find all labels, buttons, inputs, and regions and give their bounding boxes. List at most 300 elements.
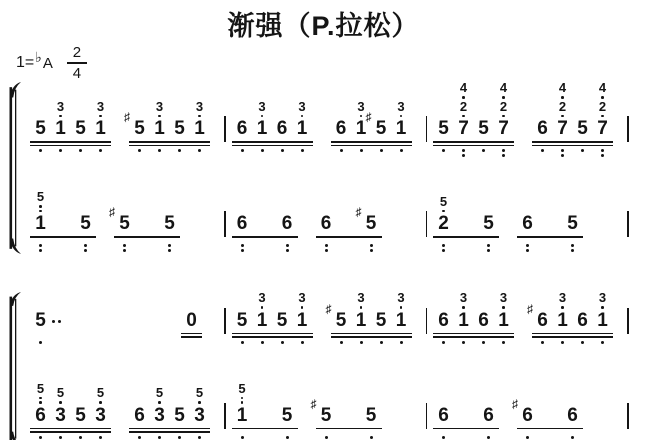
note-digit: 6	[483, 404, 494, 426]
note	[477, 311, 490, 331]
octave-dots	[236, 338, 249, 344]
note-digit: 1	[395, 118, 407, 139]
chord-note: 2	[499, 98, 508, 114]
note-digit: 1	[154, 118, 165, 139]
chord-note: 2	[558, 98, 567, 114]
flat-icon: ♭	[35, 48, 42, 65]
note-digit: 5	[236, 309, 248, 331]
octave-dots	[437, 241, 450, 252]
octave-dot	[198, 115, 201, 118]
octave-dots	[497, 146, 510, 157]
beam	[129, 139, 210, 146]
octave-dots	[521, 433, 534, 440]
beat-group	[521, 212, 579, 254]
octave-dot	[99, 149, 102, 152]
octave-dot	[39, 401, 42, 404]
octave-dot	[462, 115, 465, 118]
beat-group	[34, 98, 107, 160]
beat-group	[133, 387, 206, 440]
octave-dot	[281, 149, 284, 152]
note-digit: 5	[577, 118, 588, 139]
chord-note: 3	[357, 98, 365, 114]
octave-dot	[261, 115, 264, 118]
octave-dot	[442, 244, 445, 247]
beam	[114, 234, 180, 241]
octave-dot	[301, 341, 304, 344]
octave-dots	[133, 146, 146, 152]
note	[566, 406, 579, 426]
beam-line	[316, 236, 382, 238]
beam-line	[181, 336, 202, 338]
octave-dot	[487, 249, 490, 252]
note-digit: 6	[522, 213, 533, 234]
measure	[228, 205, 424, 254]
note	[497, 119, 510, 139]
octave-dots	[236, 433, 249, 440]
barline	[426, 308, 428, 334]
octave-dot	[99, 115, 102, 118]
note	[395, 119, 408, 139]
time-signature-divider	[67, 62, 87, 64]
note-digit: 3	[95, 404, 106, 426]
octave-dots	[477, 146, 490, 152]
beat-group	[437, 292, 510, 351]
octave-dot	[442, 149, 445, 152]
octave-dot	[158, 149, 161, 152]
beam-line	[433, 141, 514, 143]
beam	[232, 234, 298, 241]
octave-dot	[84, 249, 87, 252]
octave-dots	[74, 146, 87, 152]
note-digit: 5	[483, 213, 494, 234]
note	[94, 406, 107, 426]
beam-line	[433, 236, 499, 238]
octave-dot	[370, 249, 373, 252]
chord-note: 5	[155, 385, 164, 400]
octave-dots	[236, 146, 249, 152]
octave-dots	[355, 146, 368, 152]
note	[54, 119, 67, 139]
beat-group	[236, 292, 309, 351]
octave-dot	[168, 244, 171, 247]
note	[482, 406, 495, 426]
octave-dot	[241, 397, 244, 400]
octave-dot	[487, 436, 490, 439]
beam-line	[129, 431, 210, 433]
octave-dots	[576, 146, 589, 152]
chord-stack	[34, 380, 47, 404]
octave-dots	[34, 433, 47, 440]
chord-stack	[457, 292, 470, 309]
octave-dot	[168, 249, 171, 252]
note-digit: 1	[194, 118, 205, 139]
octave-dots	[153, 146, 166, 152]
beam	[129, 426, 210, 433]
note-digit: 3	[154, 404, 165, 426]
measure	[228, 98, 424, 160]
note-digit: 7	[597, 118, 608, 139]
chord-note: 3	[298, 98, 306, 114]
beam-line	[433, 336, 514, 338]
note	[74, 406, 87, 426]
note-digit: 5	[35, 118, 46, 139]
octave-dot	[39, 249, 42, 252]
octave-dots	[133, 433, 146, 440]
octave-dot	[261, 341, 264, 344]
chord-stack	[596, 292, 609, 309]
octave-dots	[74, 433, 87, 440]
octave-dots	[296, 146, 309, 152]
octave-dot	[462, 341, 465, 344]
note-digit: 1	[236, 404, 248, 426]
beam-line	[232, 236, 298, 238]
octave-dot	[138, 436, 141, 439]
octave-dots	[54, 146, 67, 152]
beam-line	[433, 428, 499, 430]
note	[365, 406, 378, 426]
note	[296, 119, 309, 139]
octave-dots	[281, 241, 294, 252]
sharp-icon: ♯	[124, 110, 130, 124]
note	[457, 311, 470, 331]
note	[34, 311, 47, 331]
octave-dot	[571, 249, 574, 252]
octave-dot	[561, 306, 564, 309]
octave-dots	[173, 146, 186, 152]
beam	[316, 234, 382, 241]
chord-stack	[296, 292, 309, 309]
note-digit: 5	[174, 118, 185, 139]
beam-line	[532, 336, 613, 338]
time-beats: 2	[72, 44, 82, 62]
beam-line	[331, 145, 412, 147]
note-digit: 3	[55, 404, 66, 426]
chord-stack	[497, 82, 510, 117]
octave-dots	[437, 338, 450, 344]
beam-line	[30, 145, 111, 147]
beam	[532, 139, 613, 146]
octave-dot	[39, 436, 42, 439]
chord-stack	[556, 82, 569, 117]
beam	[232, 331, 313, 338]
note-digit: 6	[281, 213, 293, 234]
note-digit: 6	[567, 404, 578, 426]
beat-group	[236, 380, 294, 440]
measure	[429, 193, 625, 255]
note	[79, 214, 92, 234]
system-1-upper-staff	[26, 82, 647, 159]
octave-dot	[79, 436, 82, 439]
note	[276, 119, 289, 139]
beat-group	[34, 191, 92, 254]
octave-dot	[561, 115, 564, 118]
note	[566, 214, 579, 234]
note	[512, 396, 534, 426]
note-digit: 1	[35, 213, 46, 234]
note	[355, 205, 378, 234]
note	[256, 311, 269, 331]
measure	[26, 309, 222, 351]
beat-group	[437, 193, 495, 255]
octave-dot	[241, 149, 244, 152]
note-digit: 5	[365, 404, 377, 426]
beat-group	[335, 98, 408, 160]
octave-dots	[395, 146, 408, 152]
note-digit: 5	[75, 118, 86, 139]
note-digit: 6	[236, 118, 248, 139]
note	[236, 311, 249, 331]
octave-dot	[286, 436, 289, 439]
system-2-staves	[26, 292, 647, 440]
beam-line	[517, 236, 583, 238]
sharp-icon: ♯	[310, 396, 317, 411]
chord-stack	[236, 380, 249, 404]
octave-dot	[601, 115, 604, 118]
sharp-icon: ♯	[109, 205, 115, 219]
note-digit: 6	[236, 213, 248, 234]
beam	[433, 426, 499, 433]
chord-stack	[193, 98, 206, 118]
octave-dots	[566, 433, 579, 440]
octave-dots	[335, 338, 348, 344]
note-digit: 6	[276, 118, 288, 139]
note-digit: 1	[498, 309, 509, 331]
octave-dots	[521, 241, 534, 252]
beam-line	[532, 141, 613, 143]
octave-dot	[561, 341, 564, 344]
note-digit: 5	[478, 118, 489, 139]
augmentation-dots	[52, 320, 61, 323]
measure	[26, 98, 222, 160]
system-2	[0, 292, 647, 440]
beam-line	[331, 141, 412, 143]
octave-dot	[59, 436, 62, 439]
octave-dot	[301, 115, 304, 118]
octave-dot	[601, 149, 604, 152]
beam-line	[232, 333, 313, 335]
note	[34, 119, 47, 139]
note	[173, 119, 186, 139]
octave-dot	[400, 115, 403, 118]
chord-stack	[437, 193, 450, 213]
octave-dot	[158, 115, 161, 118]
octave-dot	[442, 341, 445, 344]
octave-dot	[581, 341, 584, 344]
chord-stack	[256, 292, 269, 309]
note-digit: 5	[567, 213, 578, 234]
beam-line	[532, 145, 613, 147]
system-2-upper-staff	[26, 292, 647, 351]
measure	[429, 396, 625, 440]
note	[482, 214, 495, 234]
sharp-icon: ♯	[325, 301, 332, 316]
octave-dot	[541, 341, 544, 344]
beam-line	[232, 141, 313, 143]
octave-dot	[325, 249, 328, 252]
octave-dot	[340, 341, 343, 344]
note	[193, 119, 206, 139]
octave-dots	[375, 338, 388, 344]
chord-note: 3	[397, 290, 405, 305]
octave-dots	[457, 146, 470, 157]
beam	[433, 331, 514, 338]
note	[236, 406, 249, 426]
beat-group	[34, 380, 107, 440]
chord-note: 3	[298, 290, 306, 305]
note-digit: 6	[537, 118, 548, 139]
octave-dots	[256, 146, 269, 152]
note	[109, 205, 131, 234]
octave-dots	[596, 146, 609, 157]
octave-dot	[198, 401, 201, 404]
octave-dot	[561, 154, 564, 157]
octave-dots	[365, 433, 378, 440]
note	[437, 406, 450, 426]
beam	[433, 139, 514, 146]
chord-stack	[497, 292, 510, 309]
beam-line	[30, 141, 111, 143]
octave-dot	[241, 244, 244, 247]
note-digit: 5	[75, 404, 86, 426]
octave-dot	[59, 149, 62, 152]
beat-group	[185, 309, 198, 351]
measure	[26, 380, 222, 440]
chord-note: 5	[36, 380, 45, 396]
octave-dot	[301, 149, 304, 152]
chord-note: 3	[499, 290, 508, 305]
beam	[517, 234, 583, 241]
barline	[426, 211, 428, 237]
octave-dots	[395, 338, 408, 344]
chord-note: 3	[195, 98, 204, 114]
octave-dots	[536, 146, 549, 152]
chord-stack	[395, 98, 408, 118]
note	[281, 214, 294, 234]
chord-stack	[596, 82, 609, 117]
beat-group	[437, 404, 495, 440]
note	[236, 119, 249, 139]
beam	[30, 234, 96, 241]
octave-dot	[158, 401, 161, 404]
note-digit: 1	[296, 118, 308, 139]
note	[34, 214, 47, 234]
note	[576, 119, 589, 139]
beat-group	[236, 98, 309, 160]
note	[477, 119, 490, 139]
sharp-icon: ♯	[527, 301, 533, 316]
system-1-staves	[26, 82, 647, 254]
beam-line	[232, 145, 313, 147]
beam-line	[331, 333, 412, 335]
octave-dots	[185, 338, 198, 341]
octave-dots	[34, 338, 47, 344]
octave-dots	[173, 433, 186, 440]
chord-note: 5	[36, 189, 45, 204]
beam-line	[232, 428, 298, 430]
chord-note: 3	[56, 98, 65, 114]
system-2-lower-staff	[26, 380, 647, 440]
beam-line	[316, 428, 382, 430]
rest-note	[185, 311, 198, 331]
chord-note: 2	[598, 98, 607, 114]
note	[163, 214, 176, 234]
octave-dots	[193, 146, 206, 152]
chord-note: 5	[96, 385, 105, 400]
octave-dot	[571, 436, 574, 439]
note	[457, 119, 470, 139]
octave-dot	[581, 149, 584, 152]
note-digit: 1	[256, 118, 268, 139]
octave-dot	[370, 436, 373, 439]
chord-stack	[556, 292, 569, 309]
beam-line	[129, 428, 210, 430]
beat-group	[512, 396, 579, 440]
octave-dots	[276, 338, 289, 344]
note	[556, 119, 569, 139]
barline	[627, 116, 629, 142]
octave-dot	[360, 341, 363, 344]
note-digit: 1	[355, 118, 367, 139]
octave-dot	[601, 341, 604, 344]
octave-dots	[296, 338, 309, 344]
octave-dot	[286, 249, 289, 252]
note-digit: 6	[438, 404, 449, 426]
beam	[232, 139, 313, 146]
beam-line	[532, 333, 613, 335]
note-digit: 1	[95, 118, 106, 139]
measure	[228, 292, 424, 351]
brace-icon	[6, 292, 24, 440]
octave-dots	[163, 241, 176, 252]
octave-dots	[153, 433, 166, 439]
sharp-icon: ♯	[355, 205, 362, 219]
octave-dot	[380, 149, 383, 152]
beat-group	[437, 82, 510, 159]
note	[320, 214, 333, 234]
beam	[30, 426, 111, 433]
octave-dot	[502, 154, 505, 157]
chord-note: 3	[258, 290, 266, 305]
time-signature	[67, 45, 87, 81]
beat-group	[109, 205, 176, 254]
octave-dots	[556, 338, 569, 344]
note	[596, 119, 609, 139]
note	[256, 119, 269, 139]
note-digit: 5	[174, 404, 185, 426]
octave-dot	[487, 244, 490, 247]
octave-dot	[601, 306, 604, 309]
octave-dot	[502, 341, 505, 344]
chord-stack	[54, 387, 67, 404]
beam-line	[181, 333, 202, 335]
octave-dot	[241, 436, 244, 439]
octave-dot	[482, 149, 485, 152]
note	[281, 406, 294, 426]
note-digit: 2	[438, 213, 449, 234]
beam	[30, 331, 51, 338]
octave-dot	[442, 249, 445, 252]
system-1	[0, 82, 647, 254]
score-title: 渐强（P.拉松）	[227, 11, 420, 41]
note-digit: 6	[35, 404, 46, 426]
octave-dot	[400, 341, 403, 344]
octave-dots	[335, 146, 348, 152]
octave-dot	[502, 306, 505, 309]
note	[94, 119, 107, 139]
octave-dots	[34, 146, 47, 152]
note	[124, 110, 146, 139]
octave-dot	[380, 341, 383, 344]
